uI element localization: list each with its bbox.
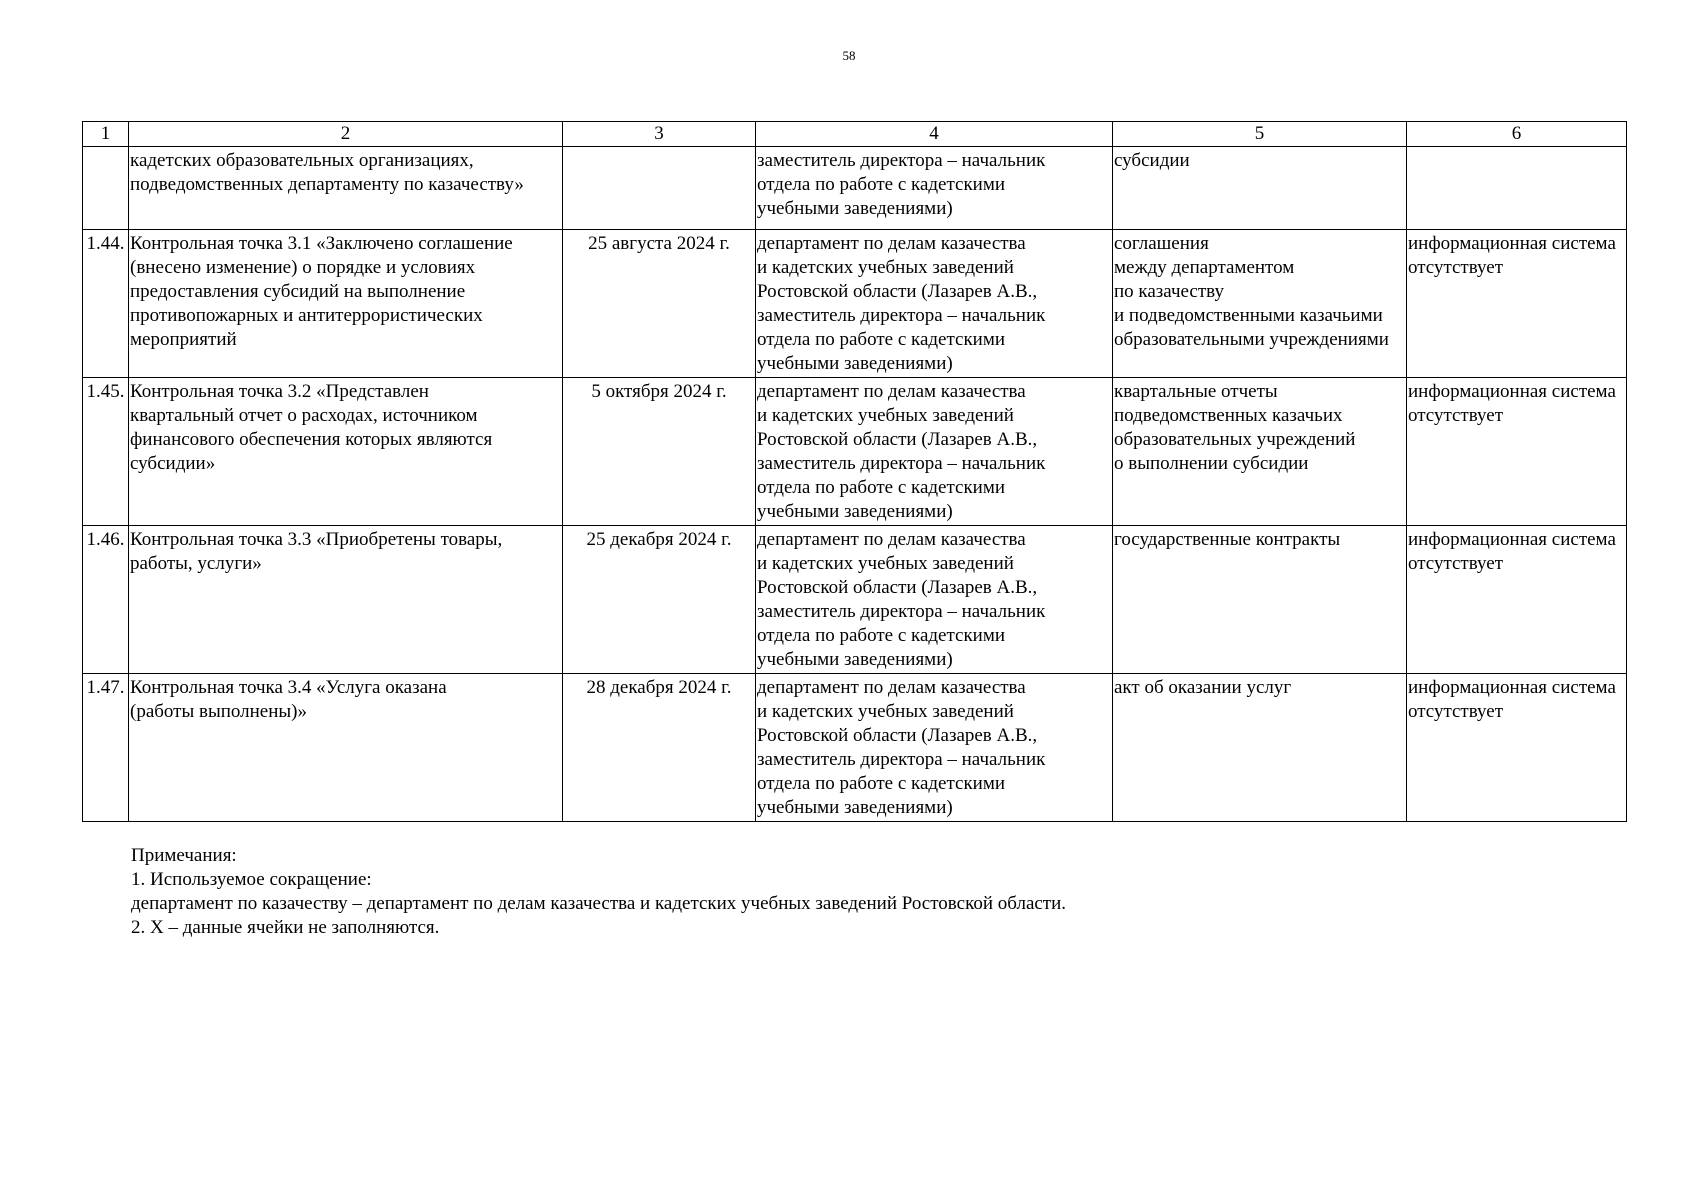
cell-line: между департаментом (1114, 257, 1295, 278)
cell-line: и кадетских учебных заведений (757, 553, 1014, 574)
cell-line: (внесено изменение) о порядке и условиях (130, 257, 476, 278)
cell-system (1407, 147, 1627, 230)
cell-line: квартальные отчеты (1114, 381, 1278, 402)
note-item: 1. Используемое сокращение: (131, 869, 372, 890)
control-points-table (82, 121, 1627, 822)
table-header-row (83, 122, 1627, 147)
cell-event (129, 526, 563, 674)
cell-document (1113, 526, 1407, 674)
page-number: 58 (842, 48, 856, 63)
cell-line: финансового обеспечения которых являются (130, 429, 493, 450)
cell-line: квартальный отчет о расходах, источником (130, 405, 478, 426)
cell-responsible (756, 674, 1113, 822)
cell-line: о выполнении субсидии (1114, 453, 1309, 474)
cell-line: отдела по работе с кадетскими (757, 329, 1006, 350)
cell-line: работы, услуги» (130, 553, 262, 574)
table-row (83, 674, 1627, 822)
cell-line: заместитель директора – начальник (757, 150, 1046, 171)
note-item: 2. Х – данные ячейки не заполняются. (131, 917, 440, 938)
cell-system (1407, 378, 1627, 526)
cell-line: (работы выполнены)» (130, 701, 307, 722)
header-col-4: 4 (756, 122, 1113, 147)
cell-responsible (756, 526, 1113, 674)
header-col-2: 2 (129, 122, 563, 147)
cell-event (129, 230, 563, 378)
cell-date: 5 октября 2024 г. (563, 378, 756, 526)
cell-line: информационная система (1408, 529, 1616, 550)
header-col-5: 5 (1113, 122, 1407, 147)
cell-line: подведомственных казачьих (1114, 405, 1343, 426)
cell-line: и подведомственными казачьими (1114, 305, 1383, 326)
cell-line: заместитель директора – начальник (757, 305, 1046, 326)
cell-line: государственные контракты (1114, 529, 1341, 550)
cell-number (83, 147, 129, 230)
cell-line: заместитель директора – начальник (757, 601, 1046, 622)
cell-document (1113, 230, 1407, 378)
cell-number: 1.47. (83, 674, 129, 822)
cell-line: отсутствует (1408, 701, 1504, 722)
cell-line: отдела по работе с кадетскими (757, 174, 1006, 195)
cell-number: 1.45. (83, 378, 129, 526)
cell-line: и кадетских учебных заведений (757, 405, 1014, 426)
cell-line: отсутствует (1408, 405, 1504, 426)
cell-line: предоставления субсидий на выполнение (130, 281, 466, 302)
table-row (83, 526, 1627, 674)
cell-line: заместитель директора – начальник (757, 749, 1046, 770)
cell-line: учебными заведениями) (757, 198, 953, 219)
cell-line: Контрольная точка 3.3 «Приобретены товары, (130, 529, 503, 550)
cell-responsible (756, 378, 1113, 526)
cell-line: отсутствует (1408, 553, 1504, 574)
cell-document (1113, 378, 1407, 526)
cell-event (129, 674, 563, 822)
cell-line: противопожарных и антитеррористических (130, 305, 483, 326)
cell-system (1407, 674, 1627, 822)
cell-line: Контрольная точка 3.4 «Услуга оказана (130, 677, 447, 698)
cell-line: заместитель директора – начальник (757, 453, 1046, 474)
cell-date: 28 декабря 2024 г. (563, 674, 756, 822)
cell-line: учебными заведениями) (757, 353, 953, 374)
cell-line: Ростовской области (Лазарев А.В., (757, 577, 1038, 598)
cell-line: информационная система (1408, 233, 1616, 254)
cell-line: департамент по делам казачества (757, 529, 1026, 550)
header-col-6: 6 (1407, 122, 1627, 147)
cell-line: Ростовской области (Лазарев А.В., (757, 725, 1038, 746)
notes (131, 844, 1066, 940)
cell-line: отдела по работе с кадетскими (757, 773, 1006, 794)
cell-date: 25 декабря 2024 г. (563, 526, 756, 674)
cell-line: образовательных учреждений (1114, 429, 1356, 450)
cell-line: по казачеству (1114, 281, 1224, 302)
cell-line: субсидии (1114, 150, 1190, 171)
cell-line: учебными заведениями) (757, 797, 953, 818)
cell-number: 1.44. (83, 230, 129, 378)
cell-line: и кадетских учебных заведений (757, 701, 1014, 722)
table-row-continuation (83, 147, 1627, 230)
cell-line: и кадетских учебных заведений (757, 257, 1014, 278)
cell-number: 1.46. (83, 526, 129, 674)
cell-line: департамент по делам казачества (757, 233, 1026, 254)
note-item: департамент по казачеству – департамент по делам казачества и кадетских учебных заведений Ростовской области. (131, 893, 1067, 914)
cell-line: субсидии» (130, 453, 216, 474)
cell-line: Ростовской области (Лазарев А.В., (757, 429, 1038, 450)
cell-event (129, 378, 563, 526)
cell-system (1407, 526, 1627, 674)
cell-line: кадетских образовательных организациях, (130, 150, 474, 171)
header-col-3: 3 (563, 122, 756, 147)
cell-line: мероприятий (130, 329, 237, 350)
cell-document (1113, 674, 1407, 822)
table-row (83, 230, 1627, 378)
cell-line: департамент по делам казачества (757, 381, 1026, 402)
cell-line: Контрольная точка 3.1 «Заключено соглашение (130, 233, 513, 254)
cell-line: учебными заведениями) (757, 649, 953, 670)
cell-line: департамент по делам казачества (757, 677, 1026, 698)
cell-document (1113, 147, 1407, 230)
cell-line: соглашения (1114, 233, 1209, 254)
cell-line: отсутствует (1408, 257, 1504, 278)
cell-line: Контрольная точка 3.2 «Представлен (130, 381, 429, 402)
cell-line: акт об оказании услуг (1114, 677, 1292, 698)
cell-date: 25 августа 2024 г. (563, 230, 756, 378)
cell-date (563, 147, 756, 230)
cell-line: учебными заведениями) (757, 501, 953, 522)
cell-line: образовательными учреждениями (1114, 329, 1389, 350)
cell-line: информационная система (1408, 381, 1616, 402)
cell-line: Ростовской области (Лазарев А.В., (757, 281, 1038, 302)
cell-event (129, 147, 563, 230)
cell-system (1407, 230, 1627, 378)
header-col-1: 1 (83, 122, 129, 147)
cell-line: отдела по работе с кадетскими (757, 625, 1006, 646)
notes-title: Примечания: (131, 845, 237, 866)
cell-responsible (756, 230, 1113, 378)
cell-responsible (756, 147, 1113, 230)
cell-line: подведомственных департаменту по казачеству» (130, 174, 524, 195)
table-row (83, 378, 1627, 526)
cell-line: информационная система (1408, 677, 1616, 698)
cell-line: отдела по работе с кадетскими (757, 477, 1006, 498)
